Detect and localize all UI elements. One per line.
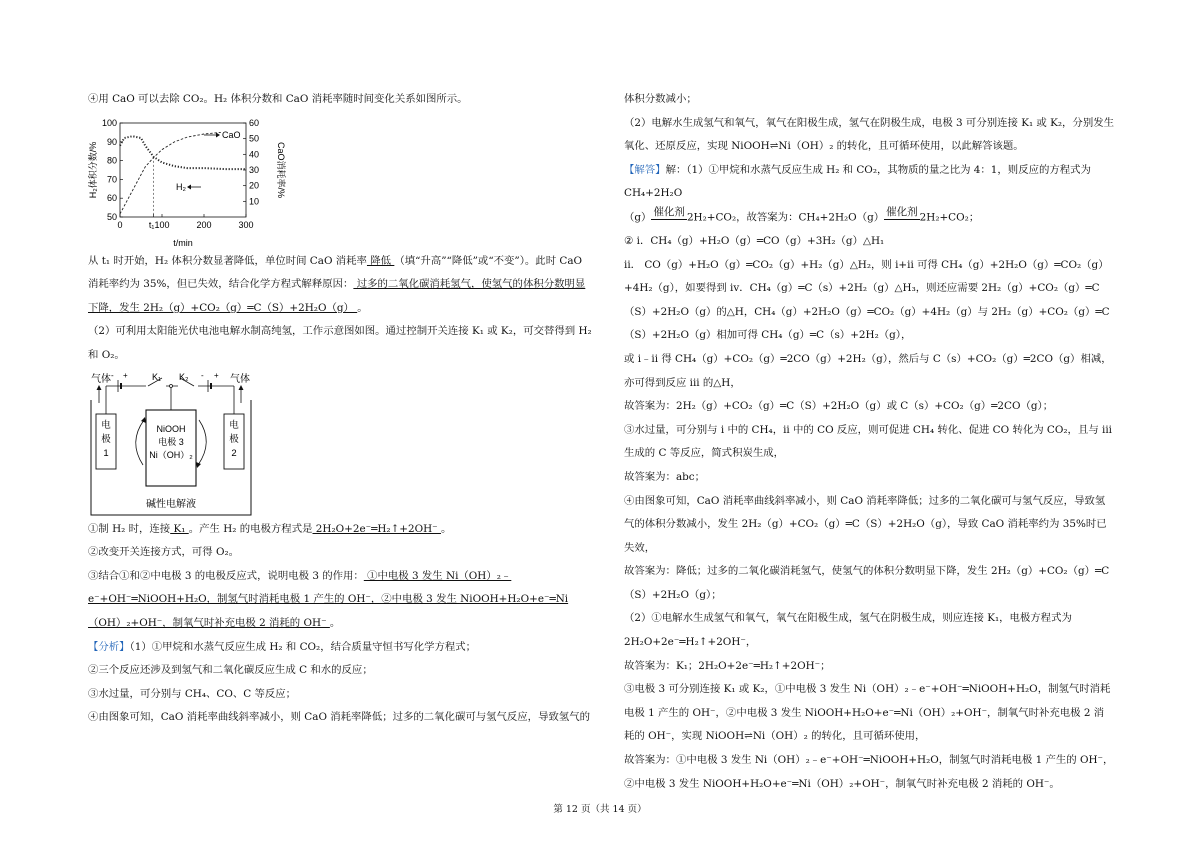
analysis-tag: 【分析】 [88,640,130,653]
solution-line-13: 故答案为：①中电极 3 发生 Ni（OH）₂﹣e⁻+OH⁻═NiOOH+H₂O，制氢气时消耗电极 1 产生的 OH⁻，②中电极 3 发生 NiOOH+H₂O+e⁻═Ni（OH）₂+OH⁻，制氧气时补充电极 2 消耗的 OH⁻。 [624,754,1114,790]
paragraph-q2-1: ①制 H₂ 时，连接 K₁ 。产生 H₂ 的电极方程式是 2H₂O+2e⁻═H₂↑+2OH⁻ 。 [88,522,452,535]
x-tick-label: 200 [196,219,212,230]
solution-line-1: 【解答】解：（1）①甲烷和水蒸气反应生成 H₂ 和 CO₂，其物质的量之比为 4：1，则反应的方程式为 CH₄+2H₂O [624,163,1091,200]
electrode-3 [146,410,196,486]
x-tick-label: 100 [154,219,170,230]
solution-line-4: 或 i﹣ii 得 CH₄（g）+CO₂（g）═2CO（g）+2H₂（g），然后与 C（s）+CO₂（g）═2CO（g）相减，亦可得到反应 iii 的△H， [624,352,1112,389]
left-tick-label: 50 [106,211,117,222]
svg-text:电: 电 [101,419,111,431]
svg-text:电: 电 [229,419,239,431]
svg-text:极: 极 [229,433,239,445]
analysis-line-3: ③水过量，可分别与 CH₄、CO、C 等反应； [88,687,297,700]
gas-right-label: 气体 [230,373,250,385]
paragraph-q4-answer: 从 t₁ 时开始，H₂ 体积分数显著降低，单位时间 CaO 消耗率 降低 （填“升高”“降低”或“不变”）。此时 CaO 消耗率约为 35%，但已失效，结合化学方程式解释原因： 过多的二氧化碳消耗氢气，使氢气的体积分数明显下降，发生 2H₂（g）+CO₂（g）═C（S）+2H₂O（g） 。 [88,254,586,314]
paragraph-q2-2: ②改变开关连接方式，可得 O₂。 [88,546,240,559]
svg-text:+: + [123,370,128,380]
right-tick-label: 60 [249,117,260,128]
solution-line-7: 故答案为：abc； [624,470,706,483]
electrolysis-cell-figure [88,370,592,518]
solution-tag: 【解答】 [624,163,666,176]
right-tick-label: 10 [249,195,260,206]
cao-arrow-head [216,132,220,137]
svg-text:+: + [214,370,219,380]
right-tick-label: 40 [249,148,260,159]
right-column [624,88,1114,796]
solution-line-6: ③水过量，可分别与 i 中的 CH₄，ii 中的 CO 反应，则可促进 CH₄ 转化、促进 CO 转化为 CO₂，且与 iii 生成的 C 等反应，简式积炭生成， [624,423,1112,460]
solution-line-5: 故答案为：2H₂（g）+CO₂（g）═C（S）+2H₂O（g）或 C（s）+CO₂（g）═2CO（g）； [624,400,1054,413]
svg-text:1: 1 [103,447,109,459]
h2-series-label: H₂ [176,181,186,192]
h2-cao-line-chart [88,115,288,250]
right-tick-label: 30 [249,164,260,175]
right-tick-label: 50 [249,133,260,144]
electrode-3-mid-label: 电极 3 [158,436,184,447]
h2-arrow-head [187,184,191,189]
solution-label: 碱性电解液 [146,498,196,510]
x-tick-label: 0 [117,219,123,230]
left-tick-label: 90 [106,136,117,147]
right-tick-label: 20 [249,180,260,191]
svg-text:极: 极 [101,433,111,445]
y-left-axis-label: H₂体积分数/% [88,141,98,198]
x-axis-label: t/min [173,237,193,248]
electrode-3-top-label: NiOOH [156,423,186,434]
right-axis-ticks [243,118,259,206]
analysis-line-4: ④由图象可知，CaO 消耗率曲线斜率减小，则 CaO 消耗率降低；过多的二氧化碳可与氢气反应，导致氢气的 [88,711,591,724]
left-tick-label: 70 [106,173,117,184]
svg-text:-: - [111,370,114,380]
h2-cao-chart-figure [88,115,592,250]
gas-left-label: 气体 [91,373,111,385]
k1-label: K₁ [152,371,162,382]
svg-text:-: - [201,370,204,380]
solution-line-8: ④由图象可知，CaO 消耗率曲线斜率减小，则 CaO 消耗率降低；过多的二氧化碳可与氢气反应，导致氢气的体积分数减小，发生 2H₂（g）+CO₂（g）═C（S）+2H₂O（g），导致 CaO 消耗率约为 35%时已失效， [624,494,1107,554]
x-tick-label: t₁ [148,219,155,230]
paragraph-q4-intro: ④用 CaO 可以去除 CO₂。H₂ 体积分数和 CaO 消耗率随时间变化关系如图所示。 [88,93,468,105]
solution-line-1b: （g） 催化剂 2H₂+CO₂，故答案为：CH₄+2H₂O（g） 催化剂 2H₂+CO₂； [624,206,1114,230]
x-axis-ticks [117,214,253,230]
electrolysis-cell-diagram [88,370,258,518]
x-tick-label: 300 [238,219,254,230]
series-h2-line [120,136,246,169]
solution-line-3: ii． CO（g）+H₂O（g）═CO₂（g）+H₂（g）△H₂，则 i+ii 可得 CH₄（g）+2H₂O（g）═CO₂（g）+4H₂（g），如要得到 iv．CH₄（g）═C（s）+2H₂（g）△H₃，则还应需要 2H₂（g）+CO₂（g）═C（S）+2H₂O（g）的△H，CH₄（g）+2H₂O（g）═CO₂（g）+4H₂（g）与 2H₂（g）+CO₂（g）═C（S）+2H₂O（g）相加可得 CH₄（g）═C（s）+2H₂（g）， [624,258,1110,342]
solution-line-2: ② i．CH₄（g）+H₂O（g）═CO（g）+3H₂（g）△H₁ [624,234,885,247]
left-tick-label: 60 [106,192,117,203]
catalyst-arrow-1: 催化剂 [653,205,685,218]
solution-line-12: ③电极 3 可分别连接 K₁ 或 K₂，①中电极 3 发生 Ni（OH）₂﹣e⁻+OH⁻═NiOOH+H₂O，制氢气时消耗电极 1 产生的 OH⁻，②中电极 3 发生 NiOOH+H₂O+e⁻═Ni（OH）₂+OH⁻，制氧气时补充电极 2 消耗的 OH⁻，实现 NiOOH⇌Ni（OH）₂ 的转化，且可循环使用， [624,683,1111,743]
solution-line-9: 故答案为：降低；过多的二氧化碳消耗氢气，使氢气的体积分数明显下降，发生 2H₂（g）+CO₂（g）═C（S）+2H₂O（g）； [624,565,1110,601]
k2-label: K₂ [179,371,189,382]
svg-text:2: 2 [231,447,237,459]
paragraph-q2-intro: （2）可利用太阳能光伏电池电解水制高纯氢，工作示意图如图。通过控制开关连接 K₁ 或 K₂，可交替得到 H₂ 和 O₂。 [88,325,592,361]
analysis-part-2: （2）电解水生成氢气和氧气，氧气在阳极生成，氢气在阴极生成，电极 3 可分别连接 K₁ 或 K₂，分别发生氧化、还原反应，实现 NiOOH⇌Ni（OH）₂ 的转化，且可循环使用，以此解答该题。 [624,116,1114,153]
left-tick-label: 80 [106,155,117,166]
catalyst-arrow-2: 催化剂 [886,205,918,218]
paragraph-q2-3: ③结合①和②中电极 3 的电极反应式，说明电极 3 的作用： ①中电极 3 发生 Ni（OH）₂﹣e⁻+OH⁻═NiOOH+H₂O，制氢气时消耗电极 1 产生的 OH⁻，②中电极 3 发生 NiOOH+H₂O+e⁻═Ni（OH）₂+OH⁻，制氧气时补充电极 2 消耗的 OH⁻ 。 [88,569,569,629]
analysis-line-1: 【分析】（1）①甲烷和水蒸气反应生成 H₂ 和 CO₂，结合质量守恒书写化学方程式； [88,640,477,653]
left-tick-label: 100 [101,117,117,128]
left-column [88,88,592,730]
solution-line-10: （2）①电解水生成氢气和氧气，氧气在阳极生成，氢气在阴极生成，则应连接 K₁，电极方程式为 2H₂O+2e⁻═H₂↑+2OH⁻， [624,612,1072,649]
cao-series-label: CaO [222,129,241,140]
page-footer: 第 12 页（共 14 页） [553,804,647,815]
y-right-axis-label: CaO消耗率/% [276,141,286,198]
solution-line-11: 故答案为：K₁；2H₂O+2e⁻═H₂↑+2OH⁻； [624,659,831,672]
analysis-continued: 体积分数减小； [624,93,697,105]
series-cao-line [120,132,221,214]
electrode-3-bottom-label: Ni（OH）₂ [149,449,193,460]
analysis-line-2: ②三个反应还涉及到氢气和二氧化碳反应生成 C 和水的反应； [88,664,373,677]
